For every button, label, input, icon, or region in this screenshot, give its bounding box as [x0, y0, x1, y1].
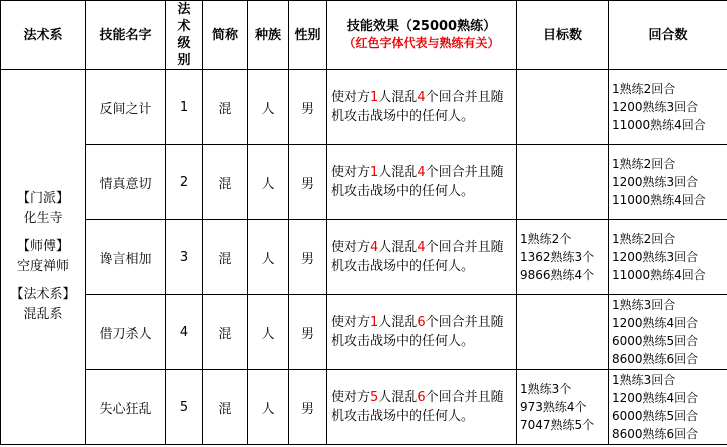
header-effect-main: 技能效果（25000熟练）	[346, 19, 497, 34]
skill-race: 人	[248, 295, 289, 370]
skill-gender: 男	[289, 295, 327, 370]
effect-target-count: 4	[370, 240, 379, 255]
rounds-line: 8600熟练6回合	[612, 352, 699, 366]
skill-effect	[327, 220, 517, 295]
skill-targets	[517, 220, 609, 295]
effect-text: 使对方	[331, 240, 371, 255]
targets-line: 973熟练4个	[520, 400, 587, 414]
effect-text: 使对方	[331, 165, 371, 180]
rounds-line: 8600熟练6回合	[612, 427, 699, 441]
skill-name: 谗言相加	[86, 220, 166, 295]
school-info-cell	[1, 70, 86, 445]
header-skill-name: 技能名字	[86, 1, 166, 70]
rounds-line: 1200熟练3回合	[612, 100, 699, 114]
header-effect	[327, 1, 517, 70]
skill-name: 借刀杀人	[86, 295, 166, 370]
effect-target-count: 5	[370, 390, 379, 405]
effect-text: 人混乱	[378, 240, 418, 255]
skill-abbr: 混	[203, 295, 248, 370]
rounds-line: 1熟练2回合	[612, 82, 676, 96]
skill-race: 人	[248, 145, 289, 220]
header-row	[1, 1, 727, 70]
skill-targets	[517, 70, 609, 145]
school-info-master	[1, 237, 85, 277]
skill-rounds	[609, 295, 727, 370]
skill-race: 人	[248, 70, 289, 145]
sect-value: 化生寺	[23, 211, 63, 226]
effect-text: 个回合并且随机攻击战场中的任何人。	[331, 240, 504, 274]
effect-text: 使对方	[331, 390, 371, 405]
skill-targets	[517, 370, 609, 445]
skill-row	[1, 220, 727, 295]
skill-level: 4	[166, 295, 203, 370]
skill-effect	[327, 295, 517, 370]
skill-row	[1, 145, 727, 220]
effect-target-count: 1	[370, 165, 379, 180]
effect-round-count: 4	[417, 240, 426, 255]
skill-gender: 男	[289, 220, 327, 295]
skill-race: 人	[248, 220, 289, 295]
rounds-line: 1200熟练3回合	[612, 175, 699, 189]
targets-line: 7047熟练5个	[520, 418, 595, 432]
skill-row	[1, 370, 727, 445]
rounds-line: 11000熟练4回合	[612, 268, 706, 282]
skill-targets	[517, 145, 609, 220]
rounds-line: 1熟练2回合	[612, 232, 676, 246]
skill-effect	[327, 145, 517, 220]
rounds-line: 6000熟练5回合	[612, 409, 699, 423]
school-info-spell-school	[1, 285, 85, 325]
rounds-line: 11000熟练4回合	[612, 193, 706, 207]
skill-name: 情真意切	[86, 145, 166, 220]
rounds-line: 1200熟练4回合	[612, 391, 699, 405]
skill-row	[1, 295, 727, 370]
header-effect-note: （红色字体代表与熟练有关）	[343, 36, 500, 50]
header-abbr: 简称	[203, 1, 248, 70]
rounds-line: 1熟练3回合	[612, 373, 676, 387]
skill-abbr: 混	[203, 145, 248, 220]
header-school: 法术系	[1, 1, 86, 70]
skill-name: 反间之计	[86, 70, 166, 145]
targets-line: 1熟练2个	[520, 232, 572, 246]
skill-abbr: 混	[203, 220, 248, 295]
effect-text: 个回合并且随机攻击战场中的任何人。	[331, 165, 504, 199]
rounds-line: 6000熟练5回合	[612, 334, 699, 348]
header-targets: 目标数	[517, 1, 609, 70]
school-info-sect	[1, 189, 85, 229]
skill-effect	[327, 370, 517, 445]
skill-gender: 男	[289, 145, 327, 220]
skill-level: 3	[166, 220, 203, 295]
effect-target-count: 1	[370, 90, 379, 105]
skill-level: 2	[166, 145, 203, 220]
effect-text: 使对方	[331, 90, 371, 105]
spell-school-value: 混乱系	[23, 307, 63, 322]
skill-effect	[327, 70, 517, 145]
effect-round-count: 4	[417, 165, 426, 180]
skill-name: 失心狂乱	[86, 370, 166, 445]
master-label: 【师傅】	[16, 239, 69, 254]
skill-gender: 男	[289, 70, 327, 145]
effect-round-count: 6	[417, 390, 426, 405]
skill-rounds	[609, 145, 727, 220]
master-value: 空度禅师	[16, 259, 69, 274]
effect-text: 使对方	[331, 315, 371, 330]
effect-text: 人混乱	[378, 165, 418, 180]
effect-round-count: 4	[417, 90, 426, 105]
spell-school-label: 【法术系】	[10, 287, 76, 302]
skill-race: 人	[248, 370, 289, 445]
skill-row	[1, 70, 727, 145]
effect-text: 个回合并且随机攻击战场中的任何人。	[331, 315, 504, 349]
skill-rounds	[609, 220, 727, 295]
header-level: 法术级别	[166, 1, 203, 70]
skill-level: 1	[166, 70, 203, 145]
effect-text: 人混乱	[378, 390, 418, 405]
rounds-line: 1200熟练4回合	[612, 316, 699, 330]
effect-text: 个回合并且随机攻击战场中的任何人。	[331, 390, 504, 424]
targets-line: 1362熟练3个	[520, 250, 595, 264]
skill-level: 5	[166, 370, 203, 445]
targets-line: 9866熟练4个	[520, 268, 595, 282]
skill-rounds	[609, 370, 727, 445]
header-rounds: 回合数	[609, 1, 727, 70]
header-gender: 性别	[289, 1, 327, 70]
effect-round-count: 6	[417, 315, 426, 330]
skill-rounds	[609, 70, 727, 145]
skill-gender: 男	[289, 370, 327, 445]
skill-abbr: 混	[203, 370, 248, 445]
effect-text: 人混乱	[378, 90, 418, 105]
effect-target-count: 1	[370, 315, 379, 330]
rounds-line: 1熟练2回合	[612, 157, 676, 171]
sect-label: 【门派】	[16, 191, 69, 206]
skill-abbr: 混	[203, 70, 248, 145]
rounds-line: 11000熟练4回合	[612, 118, 706, 132]
effect-text: 个回合并且随机攻击战场中的任何人。	[331, 90, 504, 124]
skill-targets	[517, 295, 609, 370]
rounds-line: 1熟练3回合	[612, 298, 676, 312]
targets-line: 1熟练3个	[520, 382, 572, 396]
effect-text: 人混乱	[378, 315, 418, 330]
header-race: 种族	[248, 1, 289, 70]
rounds-line: 1200熟练3回合	[612, 250, 699, 264]
